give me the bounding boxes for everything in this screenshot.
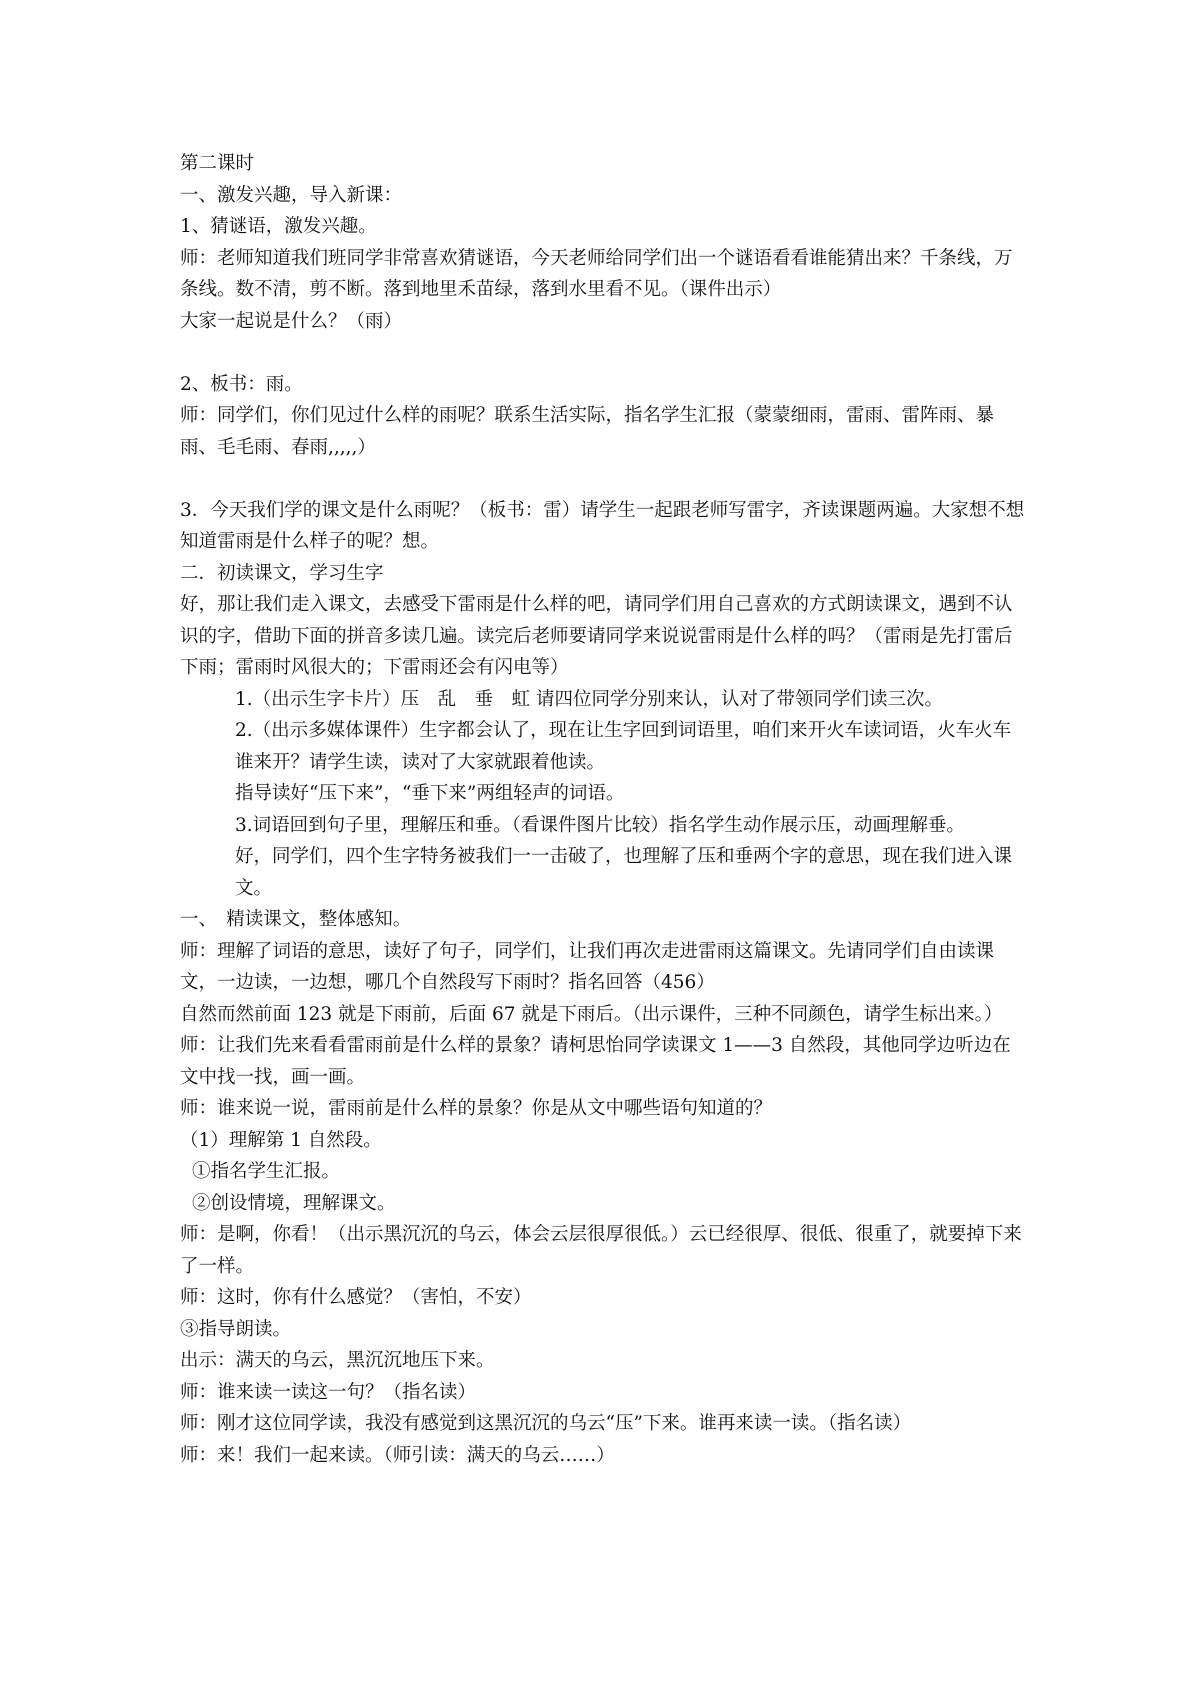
sub-step-reading: ③指导朗读。 xyxy=(180,1318,292,1340)
paragraph-grouping: 自然而然前面 123 就是下雨前，后面 67 就是下雨后。（出示课件，三种不同颜色，请学生标出来。） xyxy=(180,1003,1003,1025)
lesson-text xyxy=(180,148,1025,1471)
multimedia-step: 2.（出示多媒体课件）生字都会认了，现在让生字回到词语里，咱们来开火车读词语，火车火车谁来开？请学生读，读对了大家就跟着他读。 xyxy=(235,720,1012,773)
teacher-who-reads: 师：谁来读一读这一句？（指名读） xyxy=(180,1381,477,1403)
teacher-read-together: 师：来！我们一起来读。（师引读：满天的乌云……） xyxy=(180,1444,615,1466)
teacher-riddle-paragraph: 师：老师知道我们班同学非常喜欢猜谜语，今天老师给同学们出一个谜语看看谁能猜出来？千条线，万条线。数不清，剪不断。落到地里禾苗绿，落到水里看不见。（课件出示） xyxy=(180,247,1013,300)
step-riddle: 1、猜谜语，激发兴趣。 xyxy=(180,216,377,237)
section-heading-2: 二．初读课文，学习生字 xyxy=(180,562,384,584)
character-cards-step: 1.（出示生字卡片）压 乱 垂 虹 请四位同学分别来认，认对了带领同学们读三次。 xyxy=(235,688,944,710)
step-board-writing: 2、板书：雨。 xyxy=(180,373,303,395)
teacher-before-storm: 师：让我们先来看看雷雨前是什么样的景象？请柯思怡同学读课文 1——3 自然段，其他同学边听边在文中找一找，画一画。 xyxy=(180,1035,1011,1088)
sentence-step: 3.词语回到句子里，理解压和垂。（看课件图片比较）指名学生动作展示压，动画理解垂。 xyxy=(235,814,965,836)
shown-sentence: 出示：满天的乌云，黑沉沉地压下来。 xyxy=(180,1350,495,1371)
teacher-question: 师：谁来说一说，雷雨前是什么样的景象？你是从文中哪些语句知道的？ xyxy=(180,1098,773,1119)
transition-paragraph: 好，同学们，四个生字特务被我们一一击破了，也理解了压和垂两个字的意思，现在我们进入课文。 xyxy=(235,846,1013,899)
sub-step-situation: ②创设情境，理解课文。 xyxy=(192,1192,396,1214)
reading-instructions: 好，那让我们走入课文，去感受下雷雨是什么样的吧，请同学们用自己喜欢的方式朗读课文，遇到不认识的字，借助下面的拼音多读几遍。读完后老师要请同学来说说雷雨是什么样的吗？（雷雨是先打雷后下雨；雷雨时风很大的；下雷雨还会有闪电等） xyxy=(180,594,1013,678)
riddle-answer: 大家一起说是什么？（雨） xyxy=(180,310,403,332)
light-tone-guidance: 指导读好“压下来”，“垂下来”两组轻声的词语。 xyxy=(235,783,625,804)
step-lesson-title: 3．今天我们学的课文是什么雨呢？（板书：雷）请学生一起跟老师写雷字，齐读课题两遍。大家想不想知道雷雨是什么样子的呢？想。 xyxy=(180,499,1025,552)
teacher-feedback: 师：刚才这位同学读，我没有感觉到这黑沉沉的乌云“压”下来。谁再来读一读。（指名读） xyxy=(180,1413,912,1434)
sub-step-report: ①指名学生汇报。 xyxy=(192,1161,341,1182)
section-heading-1: 一、激发兴趣，导入新课： xyxy=(180,184,403,206)
lesson-period-heading: 第二课时 xyxy=(180,153,255,174)
section-heading-3: 一、 精读课文，整体感知。 xyxy=(180,909,412,930)
teacher-clouds: 师：是啊，你看！（出示黑沉沉的乌云，体会云层很厚很低。）云已经很厚、很低、很重了，就要掉下来了一样。 xyxy=(180,1224,1022,1277)
blank-line xyxy=(180,337,1025,369)
teacher-intensive-reading: 师：理解了词语的意思，读好了句子，同学们，让我们再次走进雷雨这篇课文。先请同学们自由读课文，一边读，一边想，哪几个自然段写下雨时？指名回答（456） xyxy=(180,940,995,993)
sub-heading-paragraph-1: （1）理解第 1 自然段。 xyxy=(180,1129,382,1151)
blank-line xyxy=(180,463,1025,495)
teacher-feeling: 师：这时，你有什么感觉？（害怕，不安） xyxy=(180,1287,532,1308)
teacher-rain-types: 师：同学们，你们见过什么样的雨呢？联系生活实际，指名学生汇报（蒙蒙细雨，雷雨、雷阵雨、暴雨、毛毛雨、春雨,,,,,） xyxy=(180,405,995,458)
